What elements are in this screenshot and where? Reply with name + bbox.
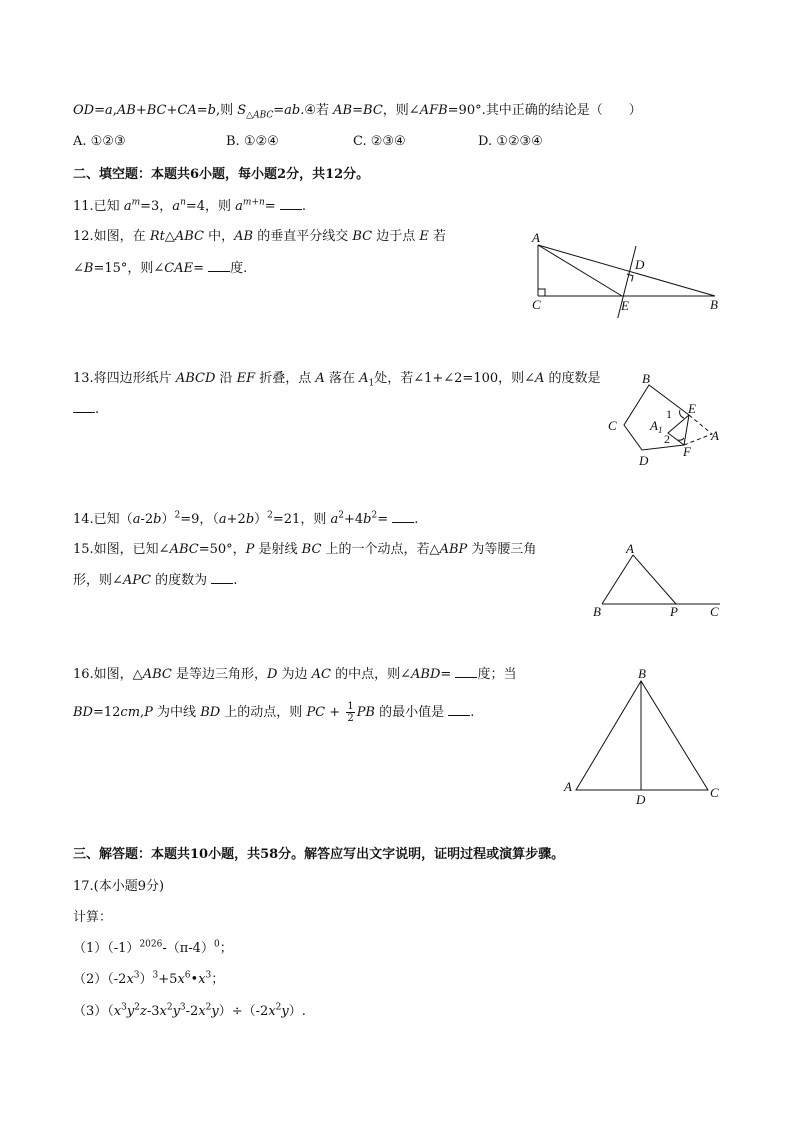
q13-label-2: 2 — [664, 432, 670, 446]
q16-label-b: B — [638, 666, 646, 681]
q16-fraction: $\frac{1}{2}$ — [347, 701, 354, 724]
q10-option-c: C. ②③④ — [353, 134, 406, 149]
q13-label-d: D — [639, 453, 649, 468]
q12-label-e: E — [621, 298, 629, 313]
q13-figure — [600, 368, 730, 473]
q13-line2: . — [73, 400, 99, 419]
q15-line1: 15.如图，已知∠ABC=50°，P 是射线 BC 上的一个动点，若△ABP 为等腰三角 — [73, 542, 537, 557]
q15-side-ab — [602, 555, 633, 604]
q12-label-c: C — [532, 297, 541, 312]
q16-line1: 16.如图，△ABC 是等边三角形，D 为边 AC 的中点，则∠ABD= 度；当 — [73, 667, 517, 682]
q12-right-angle-c — [538, 289, 545, 296]
q10-option-b: B. ①②④ — [226, 134, 279, 149]
q17-item-2: $(2)(-2x^3)^3+5x^6•x^3$； — [73, 970, 225, 987]
q17-title: 17.(本小题9分) — [73, 879, 165, 894]
q10-line: OD=a,AB+BC+CA=b,则 $S_{\triangle ABC}=ab.④$若 AB=BC，则∠AFB=90°.其中正确的结论是（ ） — [73, 103, 642, 121]
q15-figure — [590, 540, 730, 622]
q13-angle2-arc — [678, 438, 684, 440]
q13-fold-ef — [684, 415, 689, 445]
q15-label-a: A — [626, 541, 634, 556]
q14-text: 14.已知$(a-2b)^2=9$，$(a+2b)^2=21$，则 $a^2+4b^2=$ . — [73, 510, 419, 527]
q13-line1: 13.将四边形纸片 ABCD 沿 EF 折叠，点 A 落在 $A_1$处，若∠1+∠2=100，则∠A 的度数是 — [73, 371, 601, 389]
q13-label-a1: $A_1$ — [650, 418, 663, 435]
q15-label-b: B — [593, 604, 601, 619]
q15-side-ap — [633, 555, 676, 604]
q13-label-f: F — [683, 444, 691, 459]
q13-label-a: A — [711, 428, 719, 443]
q16-line2: BD=12cm,P 为中线 BD 上的动点，则 PC + $\frac{1}{2}$ PB 的最小值是 . — [73, 701, 475, 724]
q12-label-b: B — [710, 297, 718, 312]
q16-label-a: A — [564, 779, 572, 794]
q15-label-p: P — [670, 604, 678, 619]
q16-label-d: D — [636, 792, 646, 807]
q13-label-b: B — [642, 371, 650, 386]
q12-line2: ∠B=15°，则∠CAE= 度. — [73, 261, 248, 276]
q12-line1: 12.如图，在 Rt△ABC 中，AB 的垂直平分线交 BC 边于点 E 若 — [73, 229, 446, 244]
q12-label-d: D — [635, 257, 645, 272]
q10-option-d: D. ①②③④ — [478, 134, 543, 149]
q15-label-c: C — [710, 604, 719, 619]
q13-label-e: E — [688, 401, 696, 416]
q17-item-3: $(3)(x^3y^2z-3x^2y^3-2x^2y)\div(-2x^2y)$. — [73, 1002, 306, 1019]
q17-calc-label: 计算： — [73, 910, 113, 925]
section3-heading: 三、解答题：本题共10小题，共58分。解答应写出文字说明，证明过程或演算步骤。 — [73, 847, 565, 862]
q11-text: 11.已知 $a^m=3$，$a^n=4$，则 $a^{m+n}=$ . — [73, 197, 306, 214]
q16-triangle-abc — [576, 681, 708, 790]
q17-item-1: $(1)(-1)^{2026}-(\pi-4)^0$； — [73, 939, 233, 956]
q12-segment-ae — [538, 245, 622, 296]
q15-line2: 形，则∠APC 的度数为 . — [73, 573, 238, 588]
q10-option-a: A. ①②③ — [73, 134, 126, 149]
q12-label-a: A — [532, 230, 540, 245]
q13-label-1: 1 — [666, 407, 672, 421]
q12-figure — [520, 228, 730, 318]
section2-heading: 二、填空题：本题共6小题，每小题2分，共12分。 — [73, 167, 370, 182]
q16-figure — [560, 665, 730, 810]
q16-label-c: C — [710, 785, 719, 800]
q13-label-c: C — [608, 418, 617, 433]
q12-side-ab — [538, 245, 715, 296]
